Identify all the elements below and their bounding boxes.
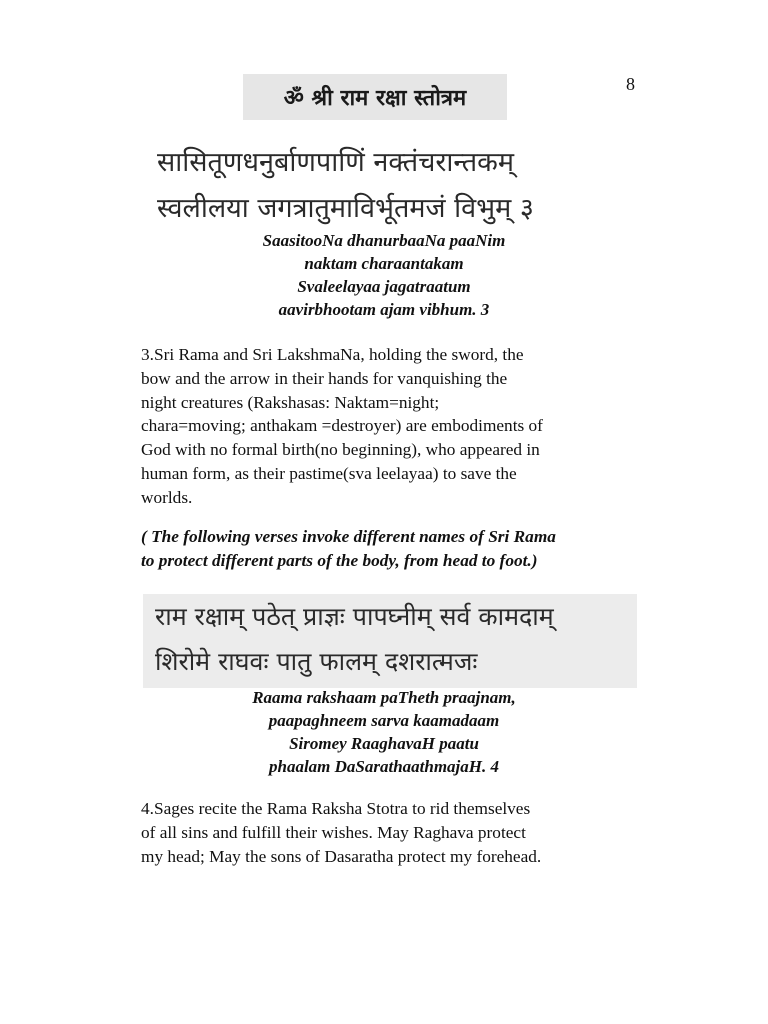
verse-4-devanagari-image: [143, 594, 637, 688]
translation-line: worlds.: [141, 487, 193, 507]
verse-3-transliteration: [0, 229, 768, 321]
transliteration-line: naktam charaantakam: [304, 254, 464, 273]
transliteration-line: Raama rakshaam paTheth praajnam,: [252, 688, 516, 707]
verse-4-translation: [141, 797, 641, 868]
translation-line: human form, as their pastime(sva leelayaa) to save the: [141, 463, 517, 483]
translation-line: 4.Sages recite the Rama Raksha Stotra to rid themselves: [141, 799, 531, 818]
translation-line: night creatures (Rakshasas: Naktam=night;: [141, 392, 440, 412]
transliteration-line: aavirbhootam ajam vibhum. 3: [278, 300, 490, 319]
note-line: to protect different parts of the body, from head to foot.): [141, 550, 538, 570]
translation-line: bow and the arrow in their hands for vanquishing the: [141, 368, 508, 388]
page-number: 8: [626, 74, 635, 94]
translation-line: God with no formal birth(no beginning), who appeared in: [141, 440, 540, 460]
transliteration-line: SaasitooNa dhanurbaaNa paaNim: [262, 231, 506, 250]
transliteration-line: phaalam DaSarathaathmajaH. 4: [268, 757, 500, 776]
transliteration-line: Siromey RaaghavaH paatu: [289, 734, 479, 753]
transliteration-line: Svaleelayaa jagatraatum: [297, 277, 471, 296]
verse-3-translation: [141, 343, 641, 510]
translation-line: of all sins and fulfill their wishes. May Raghava protect: [141, 822, 526, 842]
verse-4-transliteration: [0, 686, 768, 778]
translation-line: 3.Sri Rama and Sri LakshmaNa, holding the sword, the: [141, 345, 524, 364]
verse-3-devanagari-image: [157, 140, 534, 232]
devanagari-line: सासितूणधनुर्बाणपाणिं नक्तंचरान्तकम्: [157, 147, 514, 178]
devanagari-line: स्वलीलया जगत्रातुमाविर्भूतमजं विभुम् ३: [157, 193, 534, 224]
verses-note: [141, 525, 641, 573]
translation-line: my head; May the sons of Dasaratha protect my forehead.: [141, 846, 542, 866]
devanagari-line: राम रक्षाम् पठेत् प्राज्ञः पापघ्नीम् सर्व कामदाम्: [155, 602, 554, 631]
transliteration-line: paapaghneem sarva kaamadaam: [268, 711, 500, 730]
note-line: ( The following verses invoke different names of Sri Rama: [141, 527, 556, 546]
stotra-title: ॐ श्री राम रक्षा स्तोत्रम: [283, 86, 467, 111]
devanagari-line: शिरोमे राघवः पातु फालम् दशरात्मजः: [155, 647, 478, 676]
stotra-title-image: [243, 74, 507, 120]
translation-line: chara=moving; anthakam =destroyer) are embodiments of: [141, 416, 543, 436]
